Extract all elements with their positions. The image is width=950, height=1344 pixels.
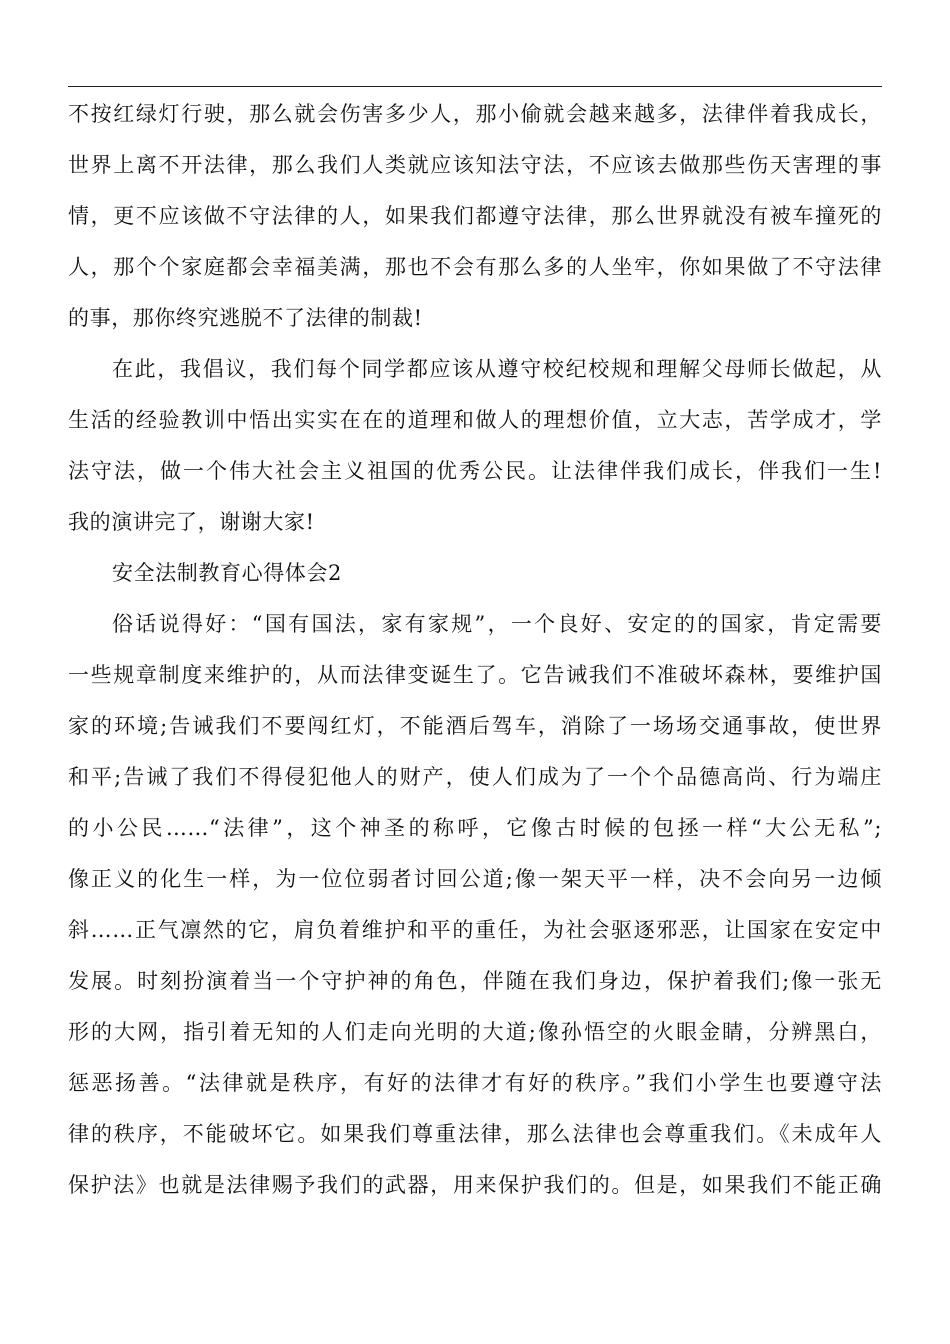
text-line: 的小公民……“法律”，这个神圣的称呼，它像古时候的包拯一样“大公无私”;	[68, 816, 882, 840]
text-line: 斜……正气凛然的它，肩负着维护和平的重任，为社会驱逐邪恶，让国家在安定中	[68, 918, 882, 942]
text-line: 我的演讲完了，谢谢大家!	[68, 510, 315, 534]
text-line: 一些规章制度来维护的，从而法律变诞生了。它告诫我们不准破坏森林，要维护国	[68, 663, 882, 687]
text-line: 不按红绿灯行驶，那么就会伤害多少人，那小偷就会越来越多，法律伴着我成长，	[68, 102, 882, 126]
section-title: 安全法制教育心得体会2	[112, 561, 342, 585]
text-line: 生活的经验教训中悟出实实在在的道理和做人的理想价值，立大志，苦学成才，学	[68, 408, 882, 432]
text-line: 法守法，做一个伟大社会主义祖国的优秀公民。让法律伴我们成长，伴我们一生!	[68, 459, 882, 483]
text-line: 家的环境;告诫我们不要闯红灯，不能酒后驾车，消除了一场场交通事故，使世界	[68, 714, 882, 738]
paragraph-first-line: 在此，我倡议，我们每个同学都应该从遵守校纪校规和理解父母师长做起，从	[112, 357, 882, 381]
text-line: 人，那个个家庭都会幸福美满，那也不会有那么多的人坐牢，你如果做了不守法律	[68, 255, 882, 279]
text-line: 律的秩序，不能破坏它。如果我们尊重法律，那么法律也会尊重我们。《未成年人	[68, 1122, 882, 1146]
text-line: 世界上离不开法律，那么我们人类就应该知法守法，不应该去做那些伤天害理的事	[68, 153, 882, 177]
text-line: 形的大网，指引着无知的人们走向光明的大道;像孙悟空的火眼金睛，分辨黑白，	[68, 1020, 882, 1044]
text-line: 情，更不应该做不守法律的人，如果我们都遵守法律，那么世界就没有被车撞死的	[68, 204, 882, 228]
paragraph-first-line: 俗话说得好：“国有国法，家有家规”，一个良好、安定的的国家，肯定需要	[112, 612, 882, 636]
text-line: 像正义的化生一样，为一位位弱者讨回公道;像一架天平一样，决不会向另一边倾	[68, 867, 882, 891]
text-line: 的事，那你终究逃脱不了法律的制裁!	[68, 306, 423, 330]
document-body	[68, 89, 882, 1211]
text-line: 惩恶扬善。“法律就是秩序，有好的法律才有好的秩序。”我们小学生也要遵守法	[68, 1071, 882, 1095]
text-line: 保护法》也就是法律赐予我们的武器，用来保护我们的。但是，如果我们不能正确	[68, 1173, 882, 1197]
text-line: 和平;告诫了我们不得侵犯他人的财产，使人们成为了一个个品德高尚、行为端庄	[68, 765, 882, 789]
text-line: 发展。时刻扮演着当一个守护神的角色，伴随在我们身边，保护着我们;像一张无	[68, 969, 882, 993]
header-rule	[68, 86, 882, 87]
